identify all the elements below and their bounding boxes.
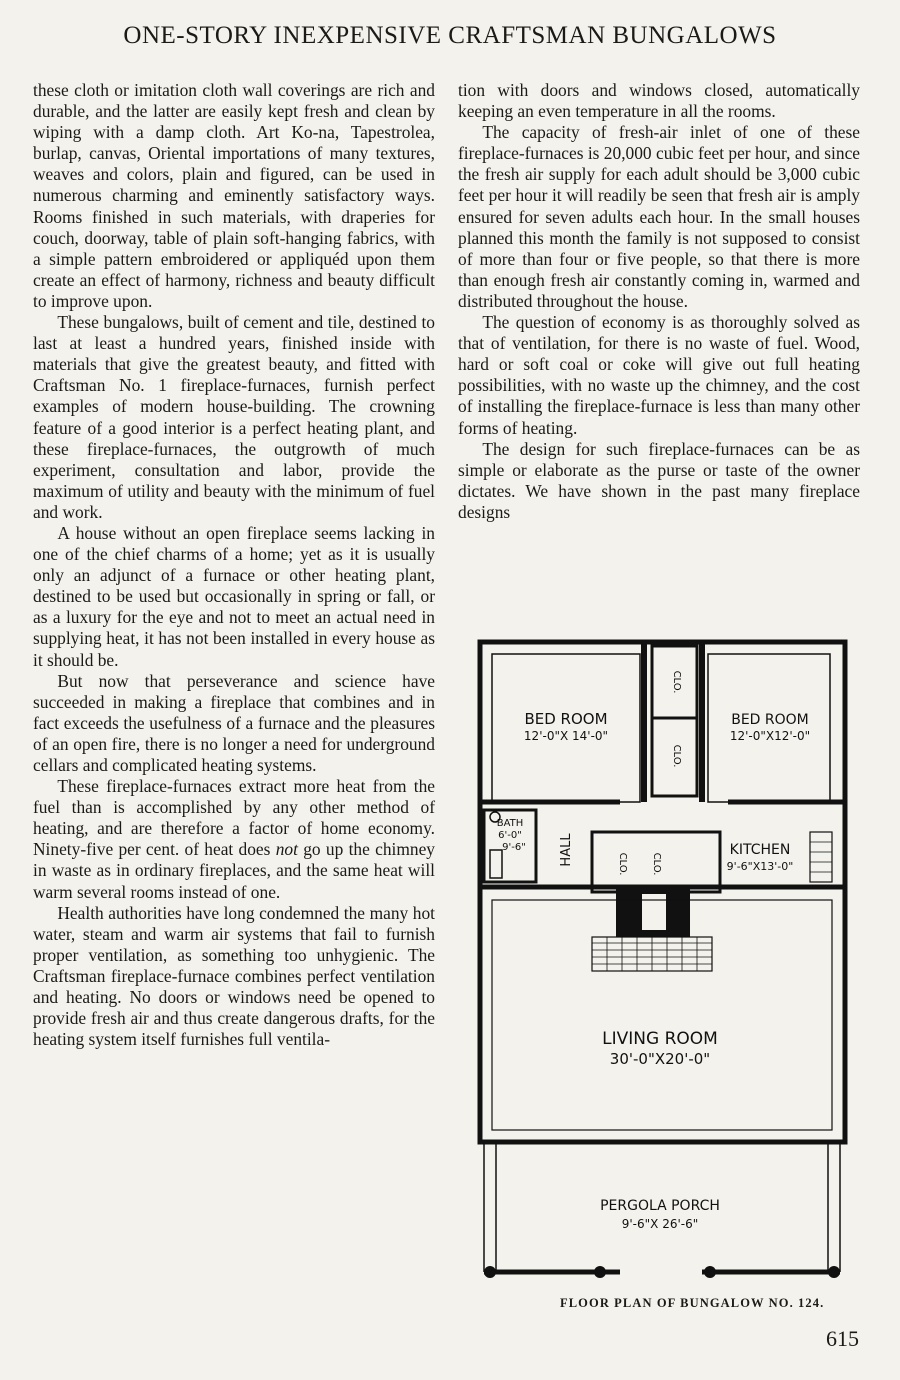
right-paragraph-4: The design for such fireplace-furnaces can be as simple or elaborate as the purse or taste of the owner dictates. We have shown in the past many fireplace designs (458, 438, 860, 522)
left-paragraph-5-part-a: These fireplace-furnaces extract more heat from the fuel than is accomplished by any other method of heating, and are therefore a factor of home economy. Ninety-five per cent. of heat does (33, 776, 435, 860)
hearth-tiles (592, 937, 712, 971)
left-paragraph-3: A house without an open fireplace seems lacking in one of the chief charms of a home; yet as it is usually only an adjunct of a furnace or other heating plant, destined to be used but occasionally in spring or fall, or as a luxury for the eye and not to meet an actual need in supplying heat, it has not been installed in every house as it should be. (33, 522, 435, 670)
right-paragraph-2: The capacity of fresh-air inlet of one of these fireplace-furnaces is 20,000 cubic feet per hour, and since the fresh air supply for each adult should be 3,000 cubic feet per hour it will readily be seen that fresh air is amply ensured for seven adults each hour. In the small houses planned this month the family is not supposed to consist of more than four or five people, so that there is more than enough fresh air constantly coming in, warmed and distributed throughout the house. (458, 122, 861, 311)
bedroom-left-size: 12'-0"X 14'-0" (523, 729, 609, 743)
bedroom-right-outline (708, 654, 830, 802)
left-paragraph-2: These bungalows, built of cement and tile, destined to last at least a hundred years, finished inside with materials that give the greatest beauty, and fitted with Craftsman No. 1 fireplace-furnaces, furnish perfect examples of modern house-building. The crowning feature of a good interior is a perfect heating plant, and these fireplace-furnaces, the outgrowth of much experiment, consultation and labor, provide the maximum of utility and beauty with the minimum of fuel and work. (33, 312, 435, 522)
left-paragraph-5-part-b: go up the chimney in waste as in ordinary fireplaces, and the same heat will warm several rooms instead of one. (33, 839, 435, 902)
bedroom-left-outline (492, 654, 640, 802)
bath-label: BATH (496, 818, 524, 829)
left-paragraph-5 (33, 776, 435, 903)
left-paragraph-6: Health authorities have long condemned the many hot water, steam and warm air systems that fail to furnish proper ventilation, as something too unhygienic. The Craftsman fireplace-furnace combines perfect ventilation and heating. No doors or windows need be opened to provide fresh air and thus create dangerous drafts, for the heating system itself furnishes full ventila- (33, 902, 435, 1050)
right-paragraph-1: tion with doors and windows closed, automatically keeping an even temperature in all the rooms. (458, 80, 860, 122)
right-paragraph-3: The question of economy is as thoroughly solved as that of ventilation, for there is no waste of fuel. Wood, hard or soft coal or coke will give out full heating possibilities, with no waste up the chimney, and the cost of installing the fireplace-furnace is less than many other forms of heating. (458, 312, 860, 438)
floor-plan-drawing (470, 632, 855, 1292)
bedroom-left-label: BED ROOM (524, 710, 608, 728)
left-paragraph-5-emphasis: not (275, 839, 298, 860)
floor-plan (470, 632, 855, 1292)
kitchen-size: 9'-6"X13'-0" (726, 860, 794, 873)
bath-size-1: 6'-0" (498, 830, 522, 841)
porch-label: PERGOLA PORCH (600, 1198, 720, 1214)
kitchen-label: KITCHEN (729, 842, 791, 858)
figure-caption: FLOOR PLAN OF BUNGALOW NO. 124. (560, 1296, 825, 1310)
living-room-size: 30'-0"X20'-0" (609, 1050, 711, 1068)
living-room-label: LIVING ROOM (602, 1029, 718, 1049)
hall-closet-label-2: CLO. (651, 852, 662, 876)
kitchen-steps (810, 832, 832, 882)
bathtub (490, 850, 502, 878)
page-title: ONE-STORY INEXPENSIVE CRAFTSMAN BUNGALOWS (123, 22, 777, 49)
left-column (33, 80, 435, 1050)
hall-closet-label-1: CLO. (617, 852, 628, 876)
bath-size-2: 9'-6" (502, 842, 526, 853)
hall-label: HALL (559, 833, 574, 867)
right-column (458, 80, 860, 523)
page-number: 615 (826, 1326, 859, 1351)
closet-label-upper: CLO. (671, 670, 682, 694)
bedroom-right-label: BED ROOM (731, 712, 809, 728)
left-paragraph-4: But now that perseverance and science have succeeded in making a fireplace that combines and in fact exceeds the usefulness of a furnace and the pleasures of an open fire, there is no longer a need for underground cellars and complicated heating systems. (33, 670, 435, 775)
bedroom-right-size: 12'-0"X12'-0" (729, 729, 811, 743)
porch-size: 9'-6"X 26'-6" (621, 1217, 699, 1231)
closet-label-lower: CLO. (671, 744, 682, 768)
left-paragraph-1: these cloth or imitation cloth wall coverings are rich and durable, and the latter are easily kept fresh and clean by wiping with a damp cloth. Art Ko-na, Tapestrolea, burlap, canvas, Oriental importations of many textures, weaves and colors, plain and figured, can be used in numerous charming and eminently satisfactory ways. Rooms finished in such materials, with draperies for couch, doorway, table of plain soft-hanging fabrics, with a simple pattern embroidered or appliquéd upon them create an effect of harmony, richness and beauty difficult to improve upon. (33, 80, 435, 311)
